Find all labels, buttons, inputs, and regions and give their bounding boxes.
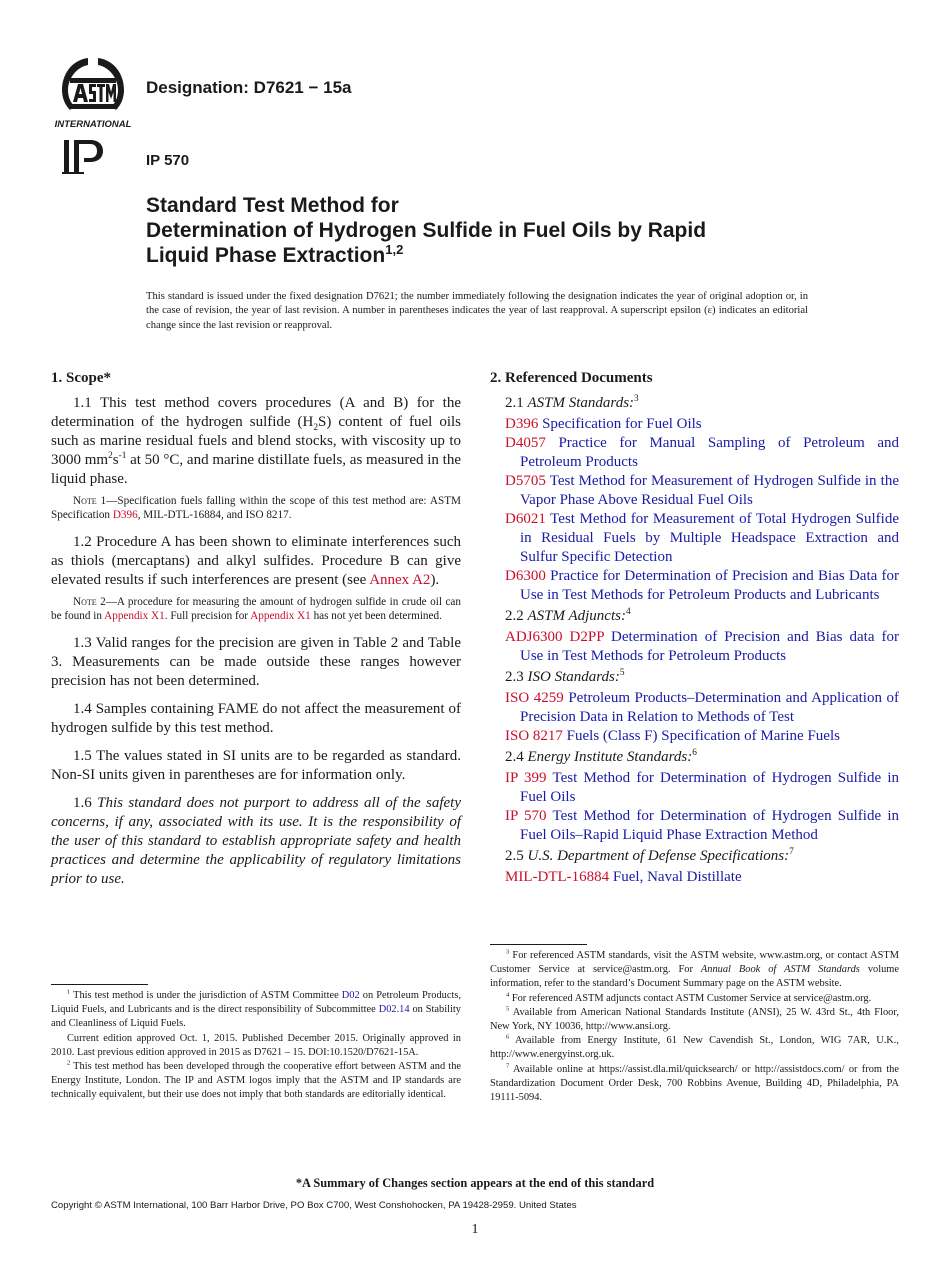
- reference-item: [490, 510, 899, 567]
- reference-group-heading: 2.4 Energy Institute Standards:$^6$: [505, 748, 697, 765]
- astm-logo-text: INTERNATIONAL: [54, 119, 132, 130]
- scope-para-1-1: 1.1 This test method covers procedures (A and B) for the determination of the hydrogen sulfide $(H_2S)$ content of fuel oils such as marine residual fuels and blend stocks, with viscosity up to 3000 $mm^2s^{-1}$ at 50 °C, and marine distillate fuels, as measured in the liquid phase.: [51, 395, 462, 487]
- footnote-4: $^4$ For referenced ASTM adjuncts contact ASTM Customer Service at service@astm.org.: [506, 991, 872, 1004]
- ip-logo-icon: [62, 136, 106, 176]
- footnote-5: $^5$ Available from American National Standards Institute (ANSI), 25 W. 43rd St., 4th Floor, New York, NY 10036, http://www.ansi.org.: [490, 1005, 899, 1033]
- reference-code-link[interactable]: D6021: [505, 511, 546, 527]
- link-committee-d02[interactable]: D02: [341, 990, 360, 1001]
- referenced-documents-section: [490, 368, 899, 887]
- title-line-3: Liquid Phase Extraction: [146, 244, 386, 267]
- note-2: Note 2—A procedure for measuring the amount of hydrogen sulfide in crude oil can be found in Appendix X1. Full precision for Appendix X1 has not yet been determined.: [51, 596, 461, 622]
- reference-title-link[interactable]: Test Method for Determination of Hydrogen Sulfide in Fuel Oils–Rapid Liquid Phase Extraction Method: [520, 808, 900, 843]
- reference-title-link[interactable]: Specification for Fuel Oils: [542, 416, 702, 432]
- link-d396[interactable]: D396: [112, 509, 138, 521]
- issue-note: This standard is issued under the fixed designation D7621; the number immediately following the designation indicates the year of original adoption or, in the case of revision, the year of last revision. A number in parentheses indicates the year of last reapproval. A superscript epsilon (ε) indicates an editorial change since the last revision or reapproval.: [146, 291, 808, 331]
- reference-item: [490, 769, 899, 807]
- reference-item: [490, 628, 899, 666]
- reference-code-link[interactable]: D4057: [505, 435, 546, 451]
- reference-item: [490, 727, 899, 746]
- reference-title-link[interactable]: Fuels (Class F) Specification of Marine Fuels: [566, 728, 840, 744]
- title-line-2: Determination of Hydrogen Sulfide in Fuel Oils by Rapid: [146, 219, 707, 242]
- ip-number: IP 570: [146, 152, 190, 169]
- footnote-1: $^1$ This test method is under the jurisdiction of ASTM Committee D02 on Petroleum Products, Liquid Fuels, and Lubricants and is the direct responsibility of Subcommittee D02.14 on Stability and Cleanliness of Liquid Fuels.: [51, 988, 461, 1030]
- reference-item: [490, 415, 899, 434]
- reference-code-link[interactable]: IP 570: [505, 808, 547, 824]
- footnotes-right: [490, 944, 899, 1105]
- footnote-1-edition: Current edition approved Oct. 1, 2015. Published December 2015. Originally approved in 2010. Last previous edition approved in 2015 as D7621 – 15. DOI:10.1520/D7621-15A.: [51, 1032, 461, 1058]
- reference-title-link[interactable]: Test Method for Measurement of Total Hydrogen Sulfide in Residual Fuels by Multiple Headspace Extraction and Sulfur Specific Detection: [520, 511, 900, 565]
- reference-title-link[interactable]: Test Method for Measurement of Hydrogen Sulfide in the Vapor Phase Above Residual Fuel Oils: [520, 473, 900, 508]
- reference-title-link[interactable]: Practice for Manual Sampling of Petroleum and Petroleum Products: [520, 435, 899, 470]
- reference-title-link[interactable]: Fuel, Naval Distillate: [612, 869, 742, 885]
- scope-para-1-4: 1.4 Samples containing FAME do not affect the measurement of hydrogen sulfide by this test method.: [51, 701, 461, 736]
- referenced-documents-heading: 2. Referenced Documents: [490, 370, 653, 386]
- scope-para-1-3: 1.3 Valid ranges for the precision are given in Table 2 and Table 3. Measurements can be made outside these ranges however precision has not been determined.: [51, 635, 461, 689]
- footnote-2: $^2$ This test method has been developed through the cooperative effort between ASTM and the Energy Institute, London. The IP and ASTM logos imply that the ASTM and IP standards are technically equivalent, but their use does not imply that both standards are editorially identical.: [51, 1059, 461, 1101]
- reference-code-link[interactable]: IP 399: [505, 770, 547, 786]
- reference-item: [490, 434, 899, 472]
- reference-code-link[interactable]: ISO 8217: [505, 728, 563, 744]
- reference-groups: [490, 394, 899, 887]
- footnote-7: $^7$ Available online at https://assist.dla.mil/quicksearch/ or http://assistdocs.com/ or from the Standardization Document Order Desk, 700 Robbins Avenue, Building 4D, Philadelphia, PA 19111-5094.: [490, 1062, 899, 1104]
- reference-code-link[interactable]: ISO 4259: [505, 690, 564, 706]
- note-1: Note 1—Specification fuels falling within the scope of this test method are: ASTM Specification D396, MIL-DTL-16884, and ISO 8217.: [51, 495, 461, 521]
- link-appendix-x1-precision[interactable]: Appendix X1: [250, 610, 311, 622]
- reference-group-heading: 2.3 ISO Standards:$^5$: [505, 668, 625, 685]
- document-title: [146, 193, 846, 268]
- scope-para-1-6: 1.6 This standard does not purport to address all of the safety concerns, if any, associated with its use. It is the responsibility of the user of this standard to establish appropriate safety and health practices and determine the applicability of regulatory limitations prior to use.: [51, 795, 462, 887]
- scope-para-1-2: 1.2 Procedure A has been shown to eliminate interferences such as thiols (mercaptans) and alkyl sulfides. Procedure B can give elevated results if such interferences are present (see Annex A2).: [51, 534, 461, 588]
- astm-logo-icon: [50, 54, 136, 132]
- reference-group-heading: 2.5 U.S. Department of Defense Specifications:$^7$: [505, 847, 794, 864]
- reference-item: [490, 472, 899, 510]
- page-number: 1: [471, 1222, 479, 1237]
- reference-code-link[interactable]: D6300: [505, 568, 546, 584]
- reference-title-link[interactable]: Practice for Determination of Precision and Bias Data for Use in Test Methods for Petroleum Products and Lubricants: [520, 568, 900, 603]
- link-annex-a2[interactable]: Annex A2: [369, 572, 431, 588]
- scope-heading: 1. Scope*: [51, 370, 111, 386]
- reference-item: [490, 807, 899, 845]
- title-footnote-marker[interactable]: 1,2: [385, 242, 404, 257]
- reference-item: [490, 868, 899, 887]
- reference-code-link[interactable]: MIL-DTL-16884: [505, 869, 610, 885]
- copyright-line: Copyright © ASTM International, 100 Barr Harbor Drive, PO Box C700, West Conshohocken, PA 19428-2959. United States: [51, 1200, 577, 1211]
- summary-of-changes-note: *A Summary of Changes section appears at the end of this standard: [295, 1176, 655, 1190]
- designation: Designation: D7621 − 15a: [146, 78, 352, 97]
- reference-code-link[interactable]: ADJ6300 D2PP: [505, 629, 604, 645]
- scope-para-1-5: 1.5 The values stated in SI units are to be regarded as standard. Non-SI units given in parentheses are for information only.: [51, 748, 461, 783]
- reference-title-link[interactable]: Petroleum Products–Determination and Application of Precision Data in Relation to Methods of Test: [520, 690, 900, 725]
- scope-section: [51, 368, 461, 898]
- reference-code-link[interactable]: D5705: [505, 473, 546, 489]
- reference-code-link[interactable]: D396: [505, 416, 539, 432]
- reference-title-link[interactable]: Test Method for Determination of Hydrogen Sulfide in Fuel Oils: [520, 770, 900, 805]
- title-line-1: Standard Test Method for: [146, 194, 399, 217]
- footnote-6: $^6$ Available from Energy Institute, 61 New Cavendish St., London, WIG 7AR, U.K., http://www.energyinst.org.uk.: [490, 1033, 899, 1061]
- reference-item: [490, 567, 899, 605]
- footnotes-left: [51, 984, 461, 1103]
- reference-title-link[interactable]: Determination of Precision and Bias data for Use in Test Methods for Petroleum Products: [520, 629, 900, 664]
- link-appendix-x1[interactable]: Appendix X1: [104, 610, 165, 622]
- reference-item: [490, 689, 899, 727]
- reference-group-heading: 2.1 ASTM Standards:$^3$: [505, 394, 639, 411]
- reference-group-heading: 2.2 ASTM Adjuncts:$^4$: [505, 607, 631, 624]
- link-subcommittee-d02-14[interactable]: D02.14: [378, 1004, 410, 1016]
- footnote-3: $^3$ For referenced ASTM standards, visit the ASTM website, www.astm.org, or contact ASTM Customer Service at service@astm.org. For Annual Book of ASTM Standards volume information, refer to the standard’s Document Summary page on the ASTM website.: [490, 948, 899, 990]
